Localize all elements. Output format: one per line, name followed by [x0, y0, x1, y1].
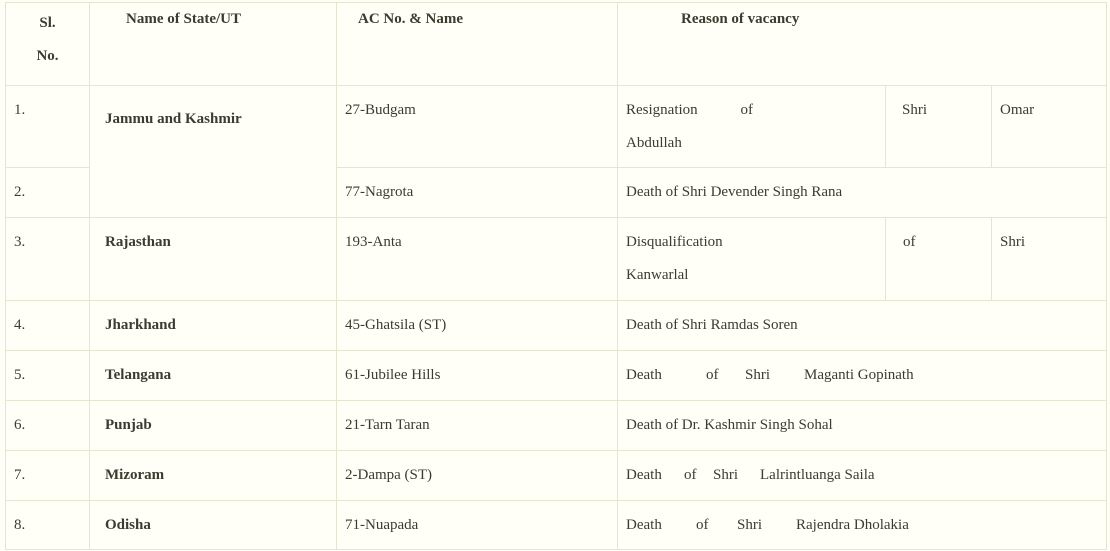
row-sl: 5. — [6, 351, 90, 401]
reason-word: Lalrintluanga Saila — [760, 467, 875, 483]
reason-word: of — [706, 367, 719, 383]
row-reason-part1 — [618, 86, 886, 168]
row-ac: 2-Dampa (ST) — [337, 451, 618, 501]
reason-word: Maganti Gopinath — [804, 367, 914, 383]
row-reason: Death of Shri Devender Singh Rana — [618, 168, 1107, 218]
reason-word: Death — [626, 467, 662, 483]
reason-word: Rajendra Dholakia — [796, 517, 909, 533]
row-reason-part2: of — [886, 218, 992, 301]
row-sl: 7. — [6, 451, 90, 501]
row-reason — [618, 501, 1107, 550]
table-row — [6, 86, 1107, 168]
row-reason-part3: Omar — [992, 86, 1107, 168]
header-state: Name of State/UT — [90, 3, 337, 86]
row-sl: 8. — [6, 501, 90, 550]
header-sl-line2: No. — [36, 48, 59, 64]
row-reason-part2: Shri — [886, 86, 992, 168]
header-ac: AC No. & Name — [337, 3, 618, 86]
header-sl-line1: Sl. — [39, 15, 56, 31]
reason-word: Abdullah — [626, 135, 682, 151]
row-state: Punjab — [90, 401, 337, 451]
row-sl: 2. — [6, 168, 90, 218]
row-state: Telangana — [90, 351, 337, 401]
row-reason: Death of Dr. Kashmir Singh Sohal — [618, 401, 1107, 451]
reason-word: Shri — [737, 517, 763, 533]
row-sl: 6. — [6, 401, 90, 451]
header-sl-no — [6, 3, 90, 86]
reason-word: of — [740, 102, 753, 118]
row-ac: 27-Budgam — [337, 86, 618, 168]
row-reason — [618, 351, 1107, 401]
table-row — [6, 501, 1107, 550]
reason-word: Shri — [745, 367, 771, 383]
table-header-row — [6, 3, 1107, 86]
table-row — [6, 401, 1107, 451]
row-ac: 45-Ghatsila (ST) — [337, 301, 618, 351]
row-sl: 1. — [6, 86, 90, 168]
row-state: Jharkhand — [90, 301, 337, 351]
table-row — [6, 451, 1107, 501]
row-sl: 4. — [6, 301, 90, 351]
row-state: Mizoram — [90, 451, 337, 501]
row-reason — [618, 451, 1107, 501]
header-reason: Reason of vacancy — [618, 3, 1107, 86]
reason-word: Shri — [713, 467, 739, 483]
row-state: Rajasthan — [90, 218, 337, 301]
reason-word: Resignation — [626, 102, 698, 118]
row-state: Jammu and Kashmir — [90, 86, 337, 218]
table-row — [6, 301, 1107, 351]
row-reason-part3: Shri — [992, 218, 1107, 301]
table-row — [6, 218, 1107, 301]
reason-word: Death — [626, 367, 662, 383]
bye-election-vacancy-table — [5, 2, 1107, 550]
row-ac: 21-Tarn Taran — [337, 401, 618, 451]
row-reason: Death of Shri Ramdas Soren — [618, 301, 1107, 351]
table-row — [6, 351, 1107, 401]
row-sl: 3. — [6, 218, 90, 301]
row-ac: 61-Jubilee Hills — [337, 351, 618, 401]
row-reason-part1 — [618, 218, 886, 301]
reason-word: Death — [626, 517, 662, 533]
row-ac: 77-Nagrota — [337, 168, 618, 218]
row-ac: 71-Nuapada — [337, 501, 618, 550]
reason-word: Disqualification — [626, 234, 723, 250]
reason-word: Kanwarlal — [626, 267, 689, 283]
reason-word: of — [684, 467, 697, 483]
row-state: Odisha — [90, 501, 337, 550]
reason-word: of — [696, 517, 709, 533]
row-ac: 193-Anta — [337, 218, 618, 301]
